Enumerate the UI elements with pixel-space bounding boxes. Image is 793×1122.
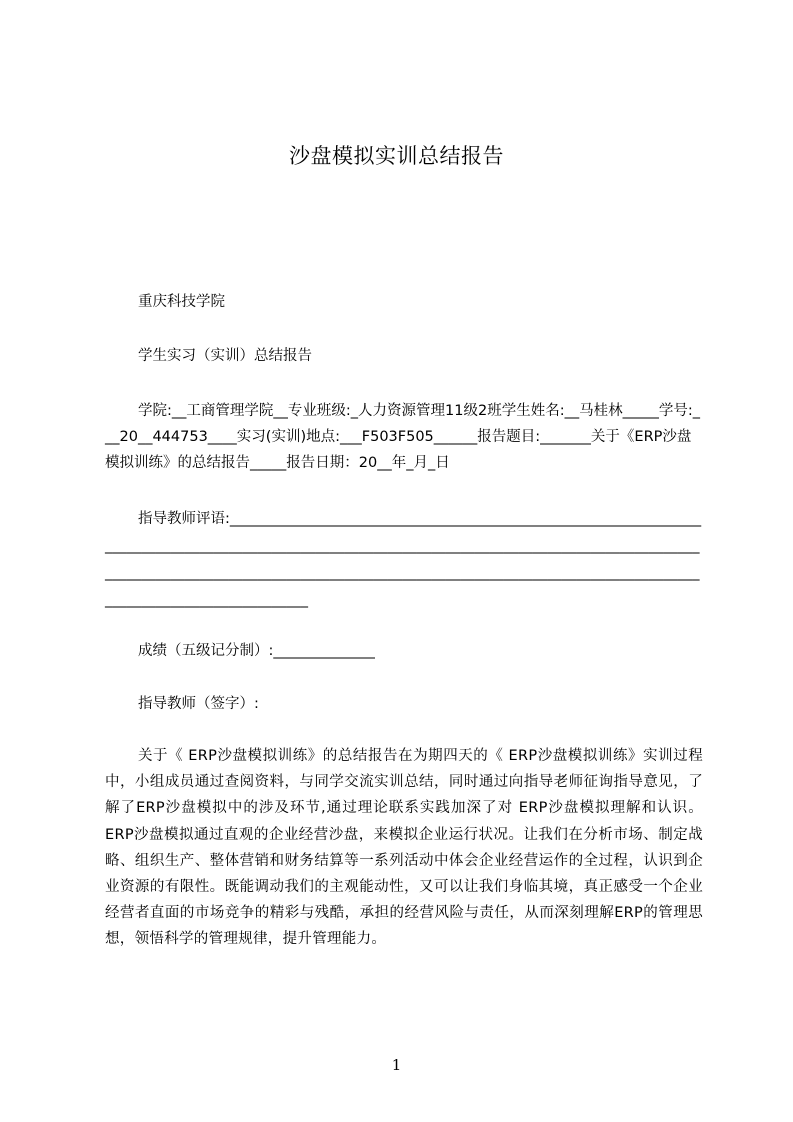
page-number: 1 (391, 1056, 402, 1074)
document-title: 沙盘模拟实训总结报告 (289, 144, 504, 168)
teacher-signature-field: 指导教师（签字）: (138, 696, 259, 712)
summary-body-paragraph: 关于《 ERP沙盘模拟训练》的总结报告在为期四天的《 ERP沙盘模拟训练》实训过程中，小组成员通过查阅资料，与同学交流实训总结，同时通过向指导老师征询指导意见，了解了ERP沙盘模拟中的涉及环节,通过理论联系实践加深了对 ERP沙盘模拟理解和认识。ERP沙盘模拟通过直观的企业经营沙盘，来模拟企业运行状况。让我们在分析市场、制定战略、组织生产、整体营销和财务结算等一系列活动中体会企业经营运作的全过程，认识到企业资源的有限性。既能调动我们的主观能动性，又可以让我们身临其境，真正感受一个企业经营者直面的市场竞争的精彩与残酷，承担的经营风险与责任，从而深刻理解ERP的管理思想，领悟科学的管理规律，提升管理能力。 (105, 748, 703, 948)
grade-field: 成绩（五级记分制）:______________ (138, 643, 375, 659)
report-type: 学生实习（实训）总结报告 (138, 348, 312, 364)
school-name: 重庆科技学院 (138, 294, 225, 310)
teacher-comment-field: 指导教师评语:_________________________________________________________________________________________________________________________________________________________________________________________________________________________________________________________________ (105, 511, 702, 608)
student-info-block: 学院:__工商管理学院__专业班级:_人力资源管理11级2班学生姓名:__马桂林_____学号:___20__444753____实习(实训)地点:___F503F505______报告题目:_______关于《ERP沙盘模拟训练》的总结报告_____报告日期：20__年_月_日 (105, 403, 700, 471)
